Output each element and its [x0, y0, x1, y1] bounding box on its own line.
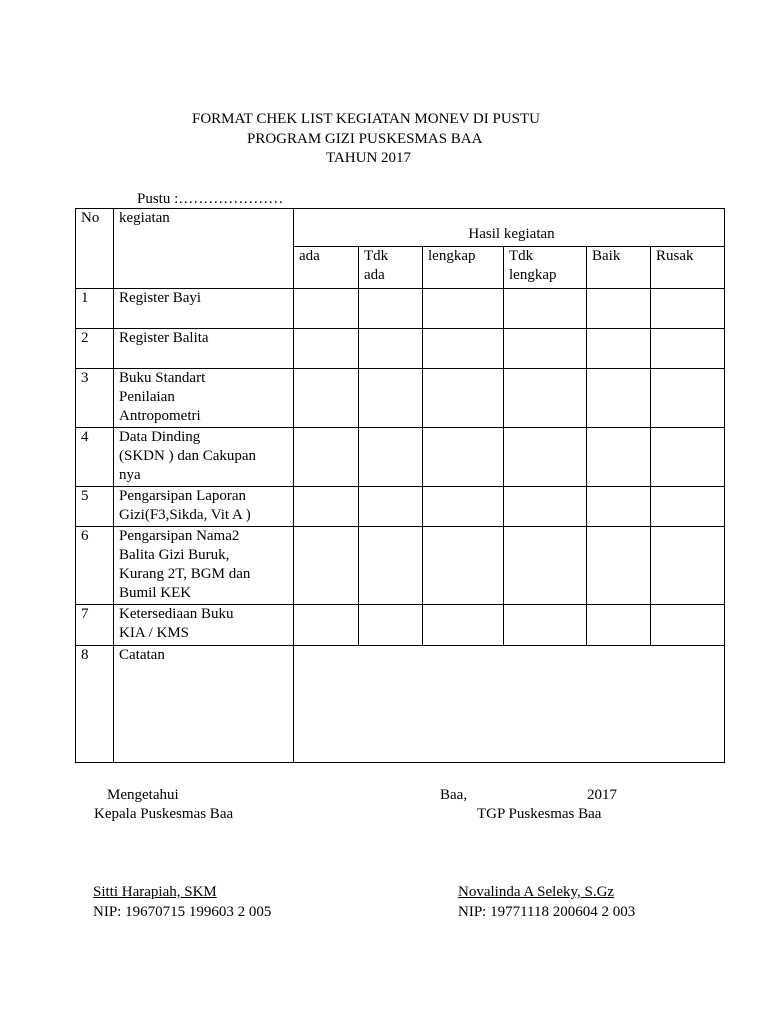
- sign-left-nip: NIP: 19670715 199603 2 005: [93, 904, 272, 920]
- sign-right-year: 2017: [587, 787, 617, 803]
- cell-ada[interactable]: [294, 329, 359, 369]
- cell-baik[interactable]: [587, 329, 651, 369]
- cell-ada[interactable]: [294, 605, 359, 646]
- cell-rusak[interactable]: [651, 369, 725, 428]
- table-row-catatan: [76, 646, 725, 763]
- row-kegiatan: Ketersediaan Buku KIA / KMS: [114, 605, 294, 646]
- cell-lengkap[interactable]: [423, 428, 504, 487]
- row-kegiatan: Pengarsipan Laporan Gizi(F3,Sikda, Vit A ): [114, 487, 294, 527]
- subheader-ada: ada: [294, 247, 359, 289]
- table-row: [76, 428, 725, 487]
- cell-rusak[interactable]: [651, 605, 725, 646]
- cell-baik[interactable]: [587, 369, 651, 428]
- cell-tdk-ada[interactable]: [359, 329, 423, 369]
- row-kegiatan: Catatan: [114, 646, 294, 763]
- table-header-row-1: [76, 209, 725, 247]
- row-no: 4: [76, 428, 114, 487]
- row-kegiatan: Pengarsipan Nama2 Balita Gizi Buruk, Kurang 2T, BGM dan Bumil KEK: [114, 527, 294, 605]
- cell-lengkap[interactable]: [423, 289, 504, 329]
- cell-lengkap[interactable]: [423, 329, 504, 369]
- row-kegiatan: Buku Standart Penilaian Antropometri: [114, 369, 294, 428]
- cell-ada[interactable]: [294, 487, 359, 527]
- sign-right-line2: TGP Puskesmas Baa: [477, 806, 602, 822]
- cell-baik[interactable]: [587, 289, 651, 329]
- checklist-table: [75, 208, 725, 763]
- cell-baik[interactable]: [587, 487, 651, 527]
- cell-lengkap[interactable]: [423, 605, 504, 646]
- table-row: [76, 527, 725, 605]
- cell-tdk-lengkap[interactable]: [504, 289, 587, 329]
- row-no: 1: [76, 289, 114, 329]
- row-no: 3: [76, 369, 114, 428]
- row-kegiatan: Data Dinding (SKDN ) dan Cakupan nya: [114, 428, 294, 487]
- subheader-tdk-ada: Tdk ada: [359, 247, 423, 289]
- row-no: 2: [76, 329, 114, 369]
- cell-ada[interactable]: [294, 527, 359, 605]
- cell-ada[interactable]: [294, 369, 359, 428]
- header-line-1: FORMAT CHEK LIST KEGIATAN MONEV DI PUSTU: [192, 111, 540, 127]
- cell-tdk-lengkap[interactable]: [504, 605, 587, 646]
- table-row: [76, 369, 725, 428]
- sign-left-line1: Mengetahui: [107, 787, 179, 803]
- cell-rusak[interactable]: [651, 527, 725, 605]
- cell-ada[interactable]: [294, 428, 359, 487]
- table-row: [76, 289, 725, 329]
- cell-baik[interactable]: [587, 605, 651, 646]
- row-kegiatan: Register Balita: [114, 329, 294, 369]
- cell-baik[interactable]: [587, 428, 651, 487]
- sign-right-place: Baa,: [440, 787, 468, 803]
- sign-left-line2: Kepala Puskesmas Baa: [94, 806, 234, 822]
- cell-lengkap[interactable]: [423, 527, 504, 605]
- cell-tdk-lengkap[interactable]: [504, 527, 587, 605]
- sign-right-name: Novalinda A Seleky, S.Gz: [458, 884, 615, 900]
- cell-rusak[interactable]: [651, 487, 725, 527]
- subheader-baik: Baik: [587, 247, 651, 289]
- cell-tdk-ada[interactable]: [359, 369, 423, 428]
- cell-rusak[interactable]: [651, 289, 725, 329]
- catatan-field[interactable]: [294, 646, 725, 763]
- row-kegiatan: Register Bayi: [114, 289, 294, 329]
- cell-tdk-lengkap[interactable]: [504, 428, 587, 487]
- row-no: 7: [76, 605, 114, 646]
- table-row: [76, 329, 725, 369]
- cell-baik[interactable]: [587, 527, 651, 605]
- subheader-lengkap: lengkap: [423, 247, 504, 289]
- cell-tdk-ada[interactable]: [359, 289, 423, 329]
- table-row: [76, 487, 725, 527]
- cell-tdk-ada[interactable]: [359, 605, 423, 646]
- subheader-rusak: Rusak: [651, 247, 725, 289]
- cell-tdk-ada[interactable]: [359, 428, 423, 487]
- cell-tdk-lengkap[interactable]: [504, 369, 587, 428]
- cell-tdk-lengkap[interactable]: [504, 329, 587, 369]
- cell-tdk-ada[interactable]: [359, 487, 423, 527]
- cell-lengkap[interactable]: [423, 487, 504, 527]
- header-line-3: TAHUN 2017: [326, 150, 412, 166]
- row-no: 6: [76, 527, 114, 605]
- header-hasil-kegiatan: Hasil kegiatan: [294, 209, 725, 247]
- header-no: No: [76, 209, 114, 289]
- cell-ada[interactable]: [294, 289, 359, 329]
- table-row: [76, 605, 725, 646]
- sign-right-nip: NIP: 19771118 200604 2 003: [458, 904, 636, 920]
- pustu-label: Pustu :…………………: [137, 191, 284, 207]
- subheader-tdk-lengkap: Tdk lengkap: [504, 247, 587, 289]
- cell-tdk-ada[interactable]: [359, 527, 423, 605]
- row-no: 5: [76, 487, 114, 527]
- cell-lengkap[interactable]: [423, 369, 504, 428]
- cell-rusak[interactable]: [651, 428, 725, 487]
- header-kegiatan: kegiatan: [114, 209, 294, 289]
- cell-tdk-lengkap[interactable]: [504, 487, 587, 527]
- row-no: 8: [76, 646, 114, 763]
- cell-rusak[interactable]: [651, 329, 725, 369]
- header-line-2: PROGRAM GIZI PUSKESMAS BAA: [247, 131, 483, 147]
- sign-left-name: Sitti Harapiah, SKM: [93, 884, 217, 900]
